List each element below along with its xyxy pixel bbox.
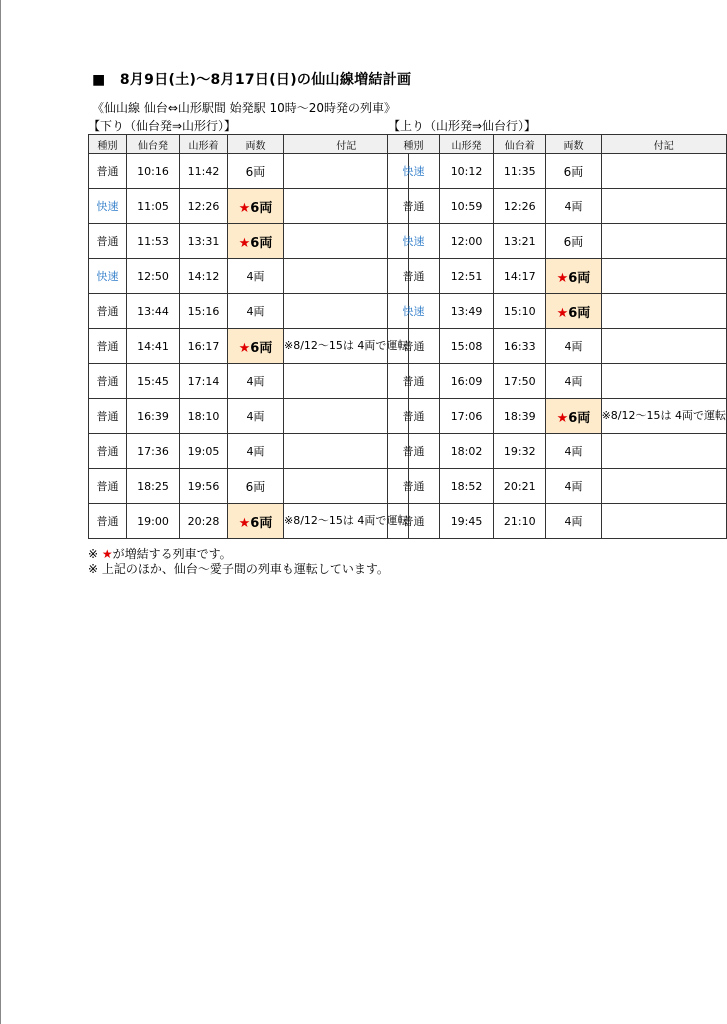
table-row: [89, 504, 409, 539]
remark: [601, 294, 726, 329]
car-count: [228, 294, 284, 329]
car-count: [546, 469, 601, 504]
arrival-time: 18:39: [494, 399, 546, 434]
car-count-value: 6両: [568, 305, 591, 321]
car-count: [228, 329, 284, 364]
header-cars: 両数: [546, 135, 601, 154]
arrival-time: 17:50: [494, 364, 546, 399]
arrival-time: 12:26: [180, 189, 228, 224]
footnote-other-trains: ※ 上記のほか、仙台～愛子間の列車も運転しています。: [88, 562, 389, 576]
departure-time: 11:05: [127, 189, 180, 224]
departure-time: 17:36: [127, 434, 180, 469]
car-count: [228, 399, 284, 434]
car-count: [546, 259, 601, 294]
table-row: [388, 434, 727, 469]
table-row: [89, 329, 409, 364]
header-arrival: 山形着: [180, 135, 228, 154]
remark: ※8/12～15は 4両で運転: [284, 329, 409, 364]
footnote-star-text: が増結する列車です。: [112, 547, 232, 561]
star-icon: ★: [238, 200, 251, 216]
train-type: 普通: [388, 399, 440, 434]
header-type: 種別: [388, 135, 440, 154]
departure-time: 11:53: [127, 224, 180, 259]
arrival-time: 16:17: [180, 329, 228, 364]
departure-time: 16:39: [127, 399, 180, 434]
table-row: [89, 259, 409, 294]
car-count: [546, 224, 601, 259]
remark: [601, 504, 726, 539]
car-count-value: 6両: [568, 410, 591, 426]
remark: ※8/12～15は 4両で運転: [601, 399, 726, 434]
train-type: 普通: [89, 224, 127, 259]
train-type: 普通: [388, 469, 440, 504]
table-row: [89, 364, 409, 399]
car-count-value: 4両: [564, 340, 583, 353]
car-count: [228, 259, 284, 294]
table-row: [388, 504, 727, 539]
header-arrival: 仙台着: [494, 135, 546, 154]
arrival-time: 15:16: [180, 294, 228, 329]
car-count-value: 4両: [564, 515, 583, 528]
departure-time: 17:06: [440, 399, 494, 434]
remark: [601, 154, 726, 189]
star-icon: ★: [556, 410, 569, 426]
departure-time: 18:25: [127, 469, 180, 504]
star-icon: ★: [238, 515, 251, 531]
train-type: 快速: [89, 259, 127, 294]
car-count: [228, 469, 284, 504]
car-count: [228, 434, 284, 469]
train-type: 普通: [89, 399, 127, 434]
header-departure: 仙台発: [127, 135, 180, 154]
arrival-time: 16:33: [494, 329, 546, 364]
remark: ※8/12～15は 4両で運転: [284, 504, 409, 539]
train-type: 普通: [388, 329, 440, 364]
remark: [601, 469, 726, 504]
arrival-time: 11:42: [180, 154, 228, 189]
car-count-value: 6両: [563, 234, 584, 249]
departure-time: 12:50: [127, 259, 180, 294]
remark: [601, 259, 726, 294]
remark: [601, 224, 726, 259]
header-note: 付記: [284, 135, 409, 154]
car-count-value: 4両: [564, 480, 583, 493]
table-row: [89, 434, 409, 469]
departure-time: 10:59: [440, 189, 494, 224]
car-count: [546, 364, 601, 399]
train-type: 快速: [89, 189, 127, 224]
arrival-time: 20:28: [180, 504, 228, 539]
car-count: [546, 189, 601, 224]
train-type: 快速: [388, 224, 440, 259]
arrival-time: 21:10: [494, 504, 546, 539]
departure-time: 13:44: [127, 294, 180, 329]
up-direction-label: 【上り（山形発⇒仙台行）】: [388, 119, 537, 133]
star-icon: ★: [101, 547, 113, 561]
car-count-value: 6両: [563, 164, 584, 179]
train-type: 普通: [388, 189, 440, 224]
train-type: 普通: [89, 329, 127, 364]
car-count: [228, 154, 284, 189]
header-departure: 山形発: [440, 135, 494, 154]
car-count-value: 4両: [246, 270, 265, 283]
table-row: [388, 224, 727, 259]
departure-time: 13:49: [440, 294, 494, 329]
remark: [601, 189, 726, 224]
train-type: 快速: [388, 294, 440, 329]
departure-time: 18:52: [440, 469, 494, 504]
remark: [601, 364, 726, 399]
table-row: [89, 469, 409, 504]
departure-time: 15:45: [127, 364, 180, 399]
table-header-row: [89, 135, 409, 154]
car-count-value: 4両: [246, 410, 265, 423]
header-note: 付記: [601, 135, 726, 154]
train-type: 普通: [388, 259, 440, 294]
table-row: [89, 189, 409, 224]
car-count-value: 6両: [245, 164, 266, 179]
car-count: [228, 364, 284, 399]
train-type: 普通: [388, 504, 440, 539]
car-count: [546, 329, 601, 364]
table-row: [89, 154, 409, 189]
departure-time: 10:12: [440, 154, 494, 189]
table-row: [89, 399, 409, 434]
departure-time: 15:08: [440, 329, 494, 364]
arrival-time: 14:12: [180, 259, 228, 294]
table-row: [388, 399, 727, 434]
departure-time: 10:16: [127, 154, 180, 189]
car-count-value: 4両: [246, 305, 265, 318]
car-count-value: 6両: [250, 235, 273, 251]
car-count: [546, 399, 601, 434]
table-row: [388, 154, 727, 189]
car-count: [228, 224, 284, 259]
page-border: [0, 0, 1, 1024]
star-icon: ★: [238, 340, 251, 356]
car-count-value: 4両: [246, 445, 265, 458]
departure-time: 19:00: [127, 504, 180, 539]
table-row: [388, 259, 727, 294]
car-count-value: 4両: [564, 445, 583, 458]
train-type: 普通: [89, 364, 127, 399]
car-count: [228, 189, 284, 224]
car-count: [546, 294, 601, 329]
star-icon: ★: [238, 235, 251, 251]
train-type: 普通: [89, 294, 127, 329]
arrival-time: 19:05: [180, 434, 228, 469]
train-type: 普通: [388, 434, 440, 469]
car-count-value: 6両: [250, 340, 273, 356]
arrival-time: 14:17: [494, 259, 546, 294]
train-type: 普通: [89, 469, 127, 504]
up-timetable: [387, 134, 727, 539]
train-type: 普通: [388, 364, 440, 399]
car-count: [546, 434, 601, 469]
down-direction-label: 【下り（仙台発⇒山形行）】: [88, 119, 237, 133]
page-title: ■ 8月9日(土)～8月17日(日)の仙山線増結計画: [92, 72, 412, 88]
train-type: 普通: [89, 434, 127, 469]
table-row: [388, 469, 727, 504]
car-count-value: 6両: [568, 270, 591, 286]
table-row: [89, 294, 409, 329]
car-count-value: 6両: [250, 200, 273, 216]
car-count-value: 4両: [246, 375, 265, 388]
table-row: [89, 224, 409, 259]
departure-time: 18:02: [440, 434, 494, 469]
car-count-value: 6両: [245, 479, 266, 494]
car-count-value: 4両: [564, 375, 583, 388]
arrival-time: 11:35: [494, 154, 546, 189]
arrival-time: 19:56: [180, 469, 228, 504]
down-timetable: [88, 134, 409, 539]
remark: [601, 434, 726, 469]
departure-time: 14:41: [127, 329, 180, 364]
train-type: 普通: [89, 154, 127, 189]
star-icon: ★: [556, 270, 569, 286]
arrival-time: 18:10: [180, 399, 228, 434]
page-subtitle: 《仙山線 仙台⇔山形駅間 始発駅 10時～20時発の列車》: [92, 101, 397, 115]
remark: [601, 329, 726, 364]
table-header-row: [388, 135, 727, 154]
arrival-time: 12:26: [494, 189, 546, 224]
departure-time: 12:51: [440, 259, 494, 294]
footnote-prefix: ※: [88, 547, 102, 561]
departure-time: 12:00: [440, 224, 494, 259]
arrival-time: 13:31: [180, 224, 228, 259]
train-type: 普通: [89, 504, 127, 539]
car-count: [546, 504, 601, 539]
arrival-time: 13:21: [494, 224, 546, 259]
header-type: 種別: [89, 135, 127, 154]
train-type: 快速: [388, 154, 440, 189]
arrival-time: 20:21: [494, 469, 546, 504]
arrival-time: 19:32: [494, 434, 546, 469]
arrival-time: 17:14: [180, 364, 228, 399]
departure-time: 19:45: [440, 504, 494, 539]
table-row: [388, 189, 727, 224]
arrival-time: 15:10: [494, 294, 546, 329]
car-count-value: 6両: [250, 515, 273, 531]
table-row: [388, 294, 727, 329]
table-row: [388, 364, 727, 399]
star-icon: ★: [556, 305, 569, 321]
header-cars: 両数: [228, 135, 284, 154]
car-count-value: 4両: [564, 200, 583, 213]
car-count: [546, 154, 601, 189]
departure-time: 16:09: [440, 364, 494, 399]
car-count: [228, 504, 284, 539]
table-row: [388, 329, 727, 364]
